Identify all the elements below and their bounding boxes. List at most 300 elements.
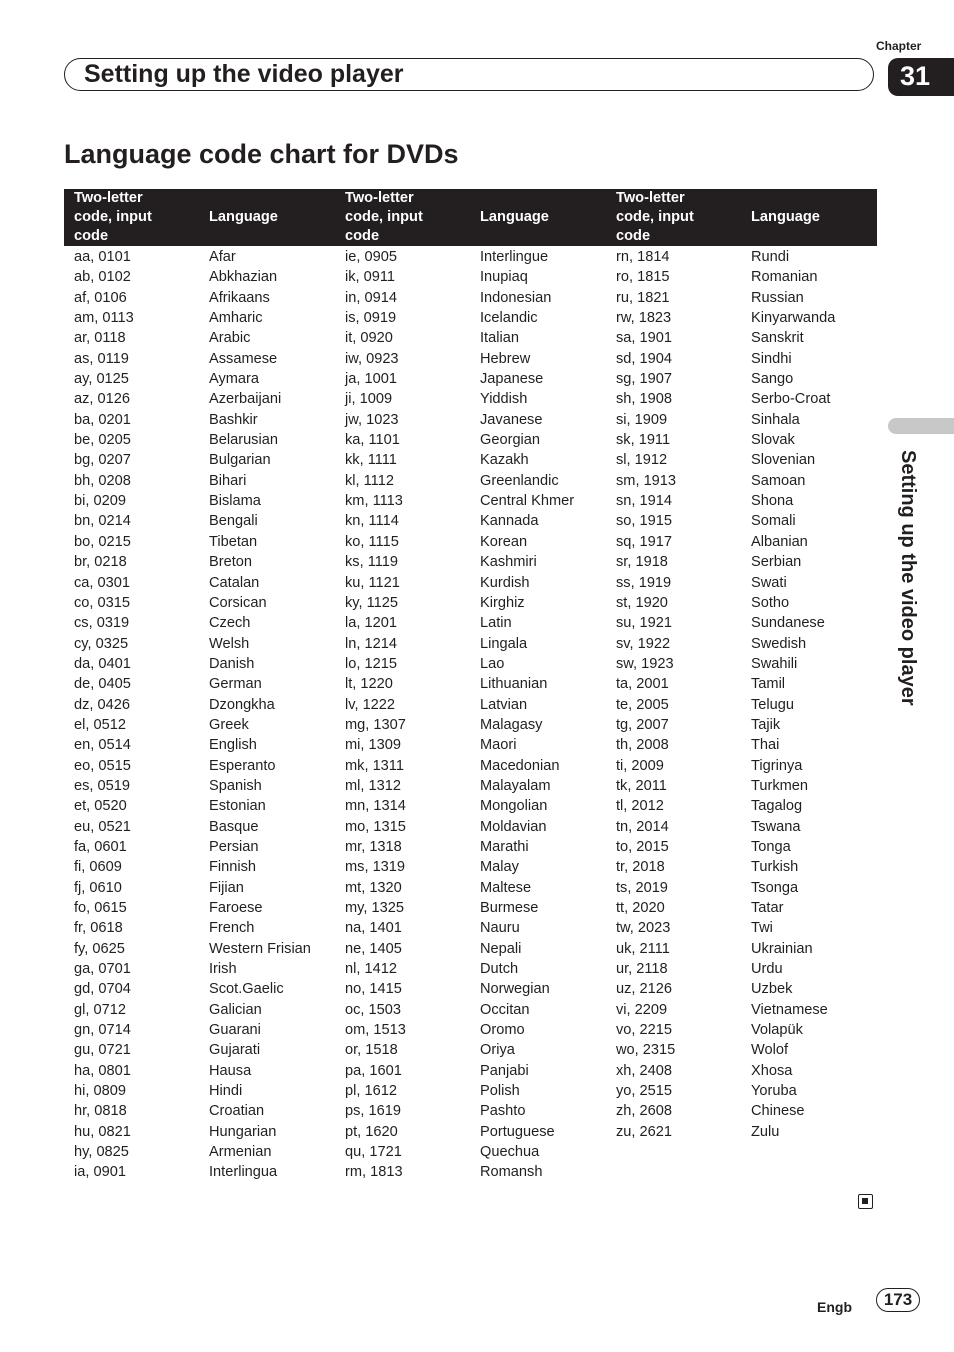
language-cell: Belarusian [209,432,278,449]
code-cell [606,1162,741,1182]
code-cell: pl, 1612 [345,1083,397,1100]
code-cell: ta, 2001 [616,676,669,693]
language-cell: Chinese [751,1103,805,1120]
code-cell: zh, 2608 [616,1103,672,1120]
language-cell: Oriya [480,1042,515,1059]
language-cell: Corsican [209,594,267,611]
language-cell: Hindi [209,1083,243,1100]
language-cell: Latin [480,615,512,632]
code-cell: ru, 1821 [616,289,670,306]
language-cell: Dutch [480,961,519,978]
language-cell: Shona [751,493,794,510]
code-cell: kk, 1111 [345,452,397,469]
table-row [64,430,877,450]
code-cell: ko, 1115 [345,533,399,550]
language-cell: Basque [209,818,259,835]
code-cell: sv, 1922 [616,635,671,652]
table-row [64,491,877,511]
code-cell: ha, 0801 [74,1062,131,1079]
language-cell: Hungarian [209,1123,277,1140]
language-cell: Lao [480,655,505,672]
code-cell: si, 1909 [616,411,668,428]
language-cell: Polish [480,1083,520,1100]
code-cell: am, 0113 [74,310,134,327]
table-row [64,511,877,531]
code-cell: no, 1415 [345,981,402,998]
code-cell: bh, 0208 [74,472,131,489]
table-row [64,450,877,470]
code-cell: eu, 0521 [74,818,131,835]
code-cell: tw, 2023 [616,920,671,937]
language-cell: Abkhazian [209,269,278,286]
table-header-row [64,189,877,246]
language-cell: Swahili [751,655,798,672]
language-cell: Rundi [751,249,790,265]
code-cell: su, 1921 [616,615,672,632]
language-cell: Greek [209,716,249,733]
code-cell: tn, 2014 [616,818,669,835]
code-cell: ss, 1919 [616,574,672,591]
code-cell: gu, 0721 [74,1042,131,1059]
language-cell: Indonesian [480,289,552,306]
code-cell: tr, 2018 [616,859,665,876]
table-row [64,837,877,857]
language-cell: Tsonga [751,879,799,896]
language-cell [741,1142,877,1162]
table-row [64,1061,877,1081]
code-cell: br, 0218 [74,554,127,571]
language-cell: Arabic [209,330,251,347]
language-cell: Dzongkha [209,696,275,713]
code-cell: gl, 0712 [74,1001,126,1018]
language-cell: Twi [751,920,773,937]
section-end-icon [858,1194,873,1209]
code-cell: pt, 1620 [345,1123,398,1140]
table-row [64,979,877,999]
code-cell: it, 0920 [345,330,393,347]
code-cell: yo, 2515 [616,1083,672,1100]
language-cell: Spanish [209,777,262,794]
table-row [64,1142,877,1162]
language-cell: Maori [480,737,517,754]
language-cell: Interlingua [209,1164,278,1181]
code-cell: so, 1915 [616,513,672,530]
table-row [64,735,877,755]
table-row [64,796,877,816]
language-cell: Gujarati [209,1042,261,1059]
header-line: Language [209,209,278,225]
header-code-2 [335,189,470,246]
language-cell: Guarani [209,1022,261,1039]
language-cell: Samoan [751,472,806,489]
code-cell: ga, 0701 [74,961,131,978]
language-cell: Interlingue [480,249,549,265]
language-cell: Tamil [751,676,786,693]
language-cell: Maltese [480,879,532,896]
language-cell: Tonga [751,838,791,855]
header-line: code, input [616,209,694,225]
language-cell: Volapük [751,1022,803,1039]
code-cell: sq, 1917 [616,533,672,550]
code-cell: km, 1113 [345,493,403,510]
code-cell: tl, 2012 [616,798,664,815]
language-cell: Serbo-Croat [751,391,831,408]
code-cell: bg, 0207 [74,452,131,469]
code-cell: fa, 0601 [74,838,127,855]
code-cell: sh, 1908 [616,391,672,408]
language-cell: Japanese [480,371,544,388]
table-row [64,328,877,348]
language-cell: Malay [480,859,519,876]
code-cell: qu, 1721 [345,1144,402,1161]
code-cell: sn, 1914 [616,493,672,510]
code-cell: gd, 0704 [74,981,131,998]
code-cell: sd, 1904 [616,350,672,367]
language-cell: Finnish [209,859,257,876]
code-cell: ku, 1121 [345,574,400,591]
code-cell: sr, 1918 [616,554,668,571]
code-cell: ca, 0301 [74,574,130,591]
code-cell: lt, 1220 [345,676,393,693]
code-cell: ms, 1319 [345,859,406,876]
header-code-1 [64,189,199,246]
code-cell: ln, 1214 [345,635,397,652]
language-cell: Scot.Gaelic [209,981,284,998]
code-cell: ji, 1009 [345,391,393,408]
code-cell: or, 1518 [345,1042,398,1059]
language-cell: Ukrainian [751,940,813,957]
footer-language: Engb [817,1299,852,1315]
code-cell: mi, 1309 [345,737,401,754]
code-cell: co, 0315 [74,594,130,611]
language-cell: Faroese [209,900,263,916]
section-title: Setting up the video player [84,60,404,88]
code-cell: es, 0519 [74,777,130,794]
language-cell: Czech [209,615,251,632]
code-cell: rm, 1813 [345,1164,403,1181]
code-cell: ts, 2019 [616,879,668,896]
code-cell: oc, 1503 [345,1001,401,1018]
language-cell: Tajik [751,716,781,733]
language-cell: Tibetan [209,533,258,550]
code-cell: hy, 0825 [74,1144,129,1161]
table-row [64,918,877,938]
chapter-badge [888,58,954,96]
code-cell: ps, 1619 [345,1103,401,1120]
table-row [64,756,877,776]
language-cell: Sinhala [751,411,800,428]
code-cell: is, 0919 [345,310,397,327]
language-cell: Sanskrit [751,330,804,347]
code-cell: ie, 0905 [345,249,397,265]
language-cell: Central Khmer [480,493,575,510]
table-row [64,857,877,877]
language-cell: Yiddish [480,391,528,408]
code-cell: ar, 0118 [74,330,126,347]
language-cell: Bengali [209,513,258,530]
header-line: code [616,228,651,244]
language-cell: Marathi [480,838,529,855]
code-cell: th, 2008 [616,737,669,754]
language-cell: Hebrew [480,350,531,367]
language-cell: Thai [751,737,780,754]
code-cell: hi, 0809 [74,1083,126,1100]
table-row [64,613,877,633]
code-cell: de, 0405 [74,676,131,693]
code-cell: el, 0512 [74,716,126,733]
code-cell: ml, 1312 [345,777,401,794]
language-cell: Croatian [209,1103,265,1120]
code-cell: kl, 1112 [345,472,394,489]
code-cell: be, 0205 [74,432,131,449]
language-cell: Persian [209,838,259,855]
language-cell: Slovak [751,432,795,449]
language-cell: Bashkir [209,411,258,428]
table-row [64,715,877,735]
table-row [64,369,877,389]
code-cell: fj, 0610 [74,879,122,896]
code-cell: ne, 1405 [345,940,402,957]
language-cell: Korean [480,533,528,550]
code-cell: sg, 1907 [616,371,672,388]
code-cell: tt, 2020 [616,900,665,916]
code-cell: uk, 2111 [616,940,670,957]
code-cell: hu, 0821 [74,1123,131,1140]
language-cell: Armenian [209,1144,272,1161]
code-cell: my, 1325 [345,900,404,916]
table-row [64,878,877,898]
code-cell: ti, 2009 [616,757,664,774]
language-cell: Zulu [751,1123,780,1140]
side-tab-label: Setting up the video player [897,450,919,706]
table-row [64,959,877,979]
header-code-3 [606,189,741,246]
language-cell: Bislama [209,493,261,510]
table-row [64,471,877,491]
language-cell: Sundanese [751,615,825,632]
language-cell: Aymara [209,371,260,388]
language-cell: Panjabi [480,1062,529,1079]
language-code-table [64,189,877,1183]
code-cell: kn, 1114 [345,513,399,530]
language-cell: Bihari [209,472,247,489]
code-cell: vi, 2209 [616,1001,668,1018]
code-cell: az, 0126 [74,391,130,408]
code-cell: eo, 0515 [74,757,131,774]
code-cell: ia, 0901 [74,1164,126,1181]
code-cell: ky, 1125 [345,594,399,611]
header-line: code, input [74,209,152,225]
code-cell: wo, 2315 [616,1042,676,1059]
language-cell: Italian [480,330,519,347]
table-row [64,349,877,369]
table-row [64,1081,877,1101]
code-cell: af, 0106 [74,289,127,306]
language-cell: Oromo [480,1022,525,1039]
header-language-3 [741,189,877,246]
code-cell: mt, 1320 [345,879,402,896]
code-cell: gn, 0714 [74,1022,131,1039]
code-cell: aa, 0101 [74,249,131,265]
code-cell: et, 0520 [74,798,127,815]
header-line: code [74,228,109,244]
code-cell: dz, 0426 [74,696,130,713]
language-cell: Yoruba [751,1083,797,1100]
code-cell: mo, 1315 [345,818,406,835]
code-cell: cs, 0319 [74,615,130,632]
language-cell: Norwegian [480,981,550,998]
code-cell: ro, 1815 [616,269,670,286]
language-cell: Malagasy [480,716,543,733]
code-cell: ka, 1101 [345,432,400,449]
page-title: Language code chart for DVDs [64,139,459,169]
table-row [64,1101,877,1121]
language-cell: Swedish [751,635,807,652]
language-cell: Uzbek [751,981,793,998]
chapter-number: 31 [900,61,931,91]
code-cell: te, 2005 [616,696,669,713]
language-cell: Occitan [480,1001,530,1018]
code-cell: zu, 2621 [616,1123,672,1140]
table-body [64,246,877,1183]
code-cell: to, 2015 [616,838,669,855]
language-cell: Malayalam [480,777,551,794]
table-row [64,389,877,409]
language-cell: Tagalog [751,798,803,815]
language-cell: Georgian [480,432,541,449]
language-cell: Amharic [209,310,263,327]
table-row [64,308,877,328]
language-cell: Kirghiz [480,594,525,611]
code-cell: as, 0119 [74,350,129,367]
table-row [64,939,877,959]
code-cell: la, 1201 [345,615,397,632]
code-cell: ik, 0911 [345,269,396,286]
language-cell: Breton [209,554,252,571]
language-cell: Danish [209,655,255,672]
language-cell: Wolof [751,1042,789,1059]
code-cell: tk, 2011 [616,777,667,794]
table-row [64,593,877,613]
language-cell: Kazakh [480,452,529,469]
section-end-icon-fill [862,1198,868,1204]
code-cell: jw, 1023 [345,411,399,428]
code-cell: vo, 2215 [616,1022,672,1039]
table-row [64,1122,877,1142]
language-cell: Sango [751,371,794,388]
table-row [64,1040,877,1060]
header-language-1 [199,189,335,246]
language-cell: Russian [751,289,804,306]
code-cell: ay, 0125 [74,371,129,388]
language-cell: Bulgarian [209,452,271,469]
code-cell: hr, 0818 [74,1103,127,1120]
language-cell: Burmese [480,900,539,916]
language-cell: Western Frisian [209,940,311,957]
language-cell: Tswana [751,818,801,835]
code-cell: ks, 1119 [345,554,399,571]
language-cell: Quechua [480,1144,540,1161]
table-row [64,1000,877,1020]
language-cell: German [209,676,262,693]
language-cell: Latvian [480,696,528,713]
code-cell: ab, 0102 [74,269,131,286]
code-cell: rw, 1823 [616,310,672,327]
language-cell: Nepali [480,940,522,957]
table-row [64,552,877,572]
language-cell: Irish [209,961,237,978]
language-cell: Afrikaans [209,289,270,306]
language-cell: Inupiaq [480,269,528,286]
language-cell: Afar [209,249,236,265]
language-cell: Tigrinya [751,757,803,774]
code-cell: bn, 0214 [74,513,131,530]
code-cell: mr, 1318 [345,838,402,855]
code-cell: xh, 2408 [616,1062,672,1079]
code-cell: iw, 0923 [345,350,399,367]
code-cell: fy, 0625 [74,940,125,957]
language-cell: Telugu [751,696,795,713]
table-row [64,817,877,837]
header-line: Two-letter [74,190,143,206]
language-cell: Pashto [480,1103,526,1120]
code-cell: sk, 1911 [616,432,671,449]
language-cell: Romanian [751,269,818,286]
language-cell: English [209,737,257,754]
code-cell: tg, 2007 [616,716,669,733]
table-row [64,246,877,267]
table-row [64,288,877,308]
side-tab-marker [888,418,954,434]
code-cell: nl, 1412 [345,961,397,978]
language-cell: Galician [209,1001,262,1018]
language-cell: Fijian [209,879,244,896]
language-cell: Estonian [209,798,266,815]
code-cell: in, 0914 [345,289,397,306]
code-cell: mg, 1307 [345,716,406,733]
header-line: code, input [345,209,423,225]
code-cell: sa, 1901 [616,330,672,347]
language-cell: Icelandic [480,310,538,327]
header-line: Two-letter [345,190,414,206]
language-cell: Lingala [480,635,528,652]
language-cell: Javanese [480,411,543,428]
code-cell: na, 1401 [345,920,402,937]
code-cell: bo, 0215 [74,533,131,550]
code-cell: om, 1513 [345,1022,406,1039]
language-cell: Turkmen [751,777,809,794]
table-row [64,674,877,694]
language-cell: Turkish [751,859,799,876]
language-cell: Hausa [209,1062,252,1079]
page-number: 173 [876,1288,920,1312]
code-cell: en, 0514 [74,737,131,754]
table-row [64,634,877,654]
language-cell: Serbian [751,554,802,571]
table-row [64,410,877,430]
language-cell: Xhosa [751,1062,793,1079]
code-cell [606,1142,741,1162]
language-cell: Kashmiri [480,554,537,571]
code-cell: fr, 0618 [74,920,123,937]
header-language-2 [470,189,606,246]
table-row [64,1020,877,1040]
table-row [64,1162,877,1182]
language-cell: Macedonian [480,757,560,774]
table-row [64,695,877,715]
code-cell: lv, 1222 [345,696,396,713]
language-cell [741,1162,877,1182]
